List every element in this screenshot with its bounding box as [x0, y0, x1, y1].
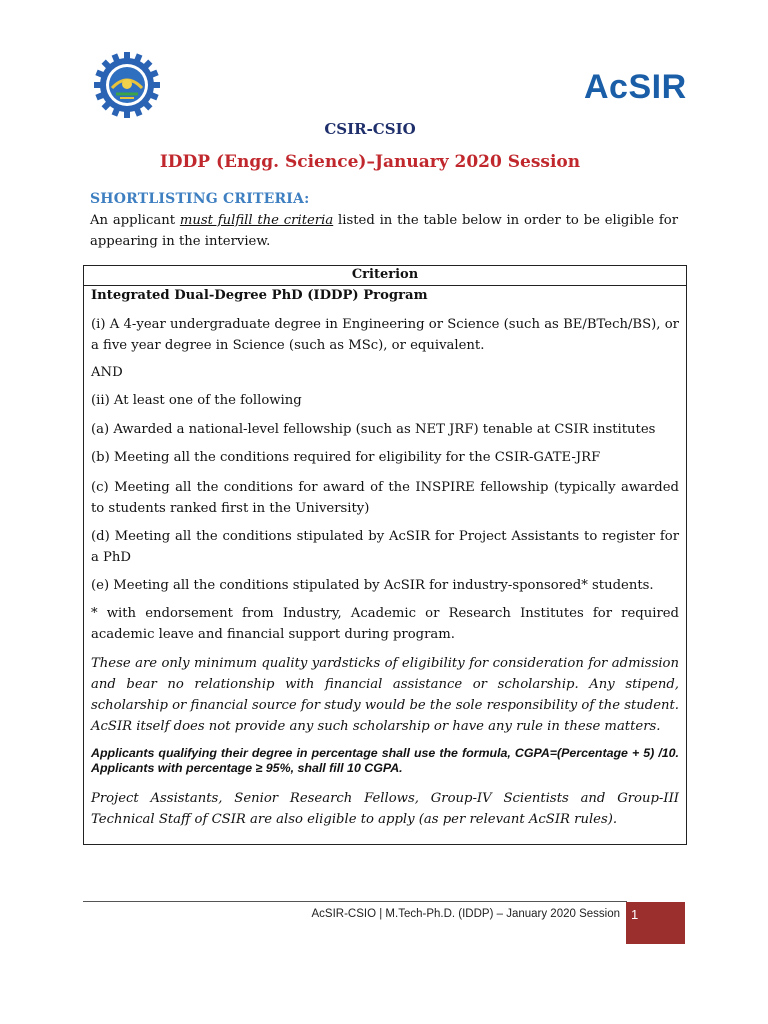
- disclaimer: These are only minimum quality yardsticks of eligibility for consideration for admission and bear no relationship with financial assistance or scholarship. Any stipend, scholarship or financial source for study would be the sole responsibility of the student. AcSIR itself does not provide any such scholarship or have any rule in these matters.: [91, 656, 679, 734]
- page-number: 1: [631, 907, 639, 922]
- eligibility-note: Project Assistants, Senior Research Fellows, Group-IV Scientists and Group-III Technical Staff of CSIR are also eligible to apply (as per relevant AcSIR rules).: [91, 791, 679, 827]
- criteria-table: [83, 265, 687, 845]
- table-column-header: Criterion: [84, 266, 686, 286]
- criterion-item-a: (a) Awarded a national-level fellowship (such as NET JRF) tenable at CSIR institutes: [91, 422, 656, 437]
- intro-emphasis: must fulfill the criteria: [179, 213, 334, 228]
- intro-paragraph: [90, 210, 678, 252]
- cgpa-note: Applicants qualifying their degree in percentage shall use the formula, CGPA=(Percentage + 5) /10. Applicants with percentage ≥ 95%, shall fill 10 CGPA.: [91, 746, 679, 775]
- criterion-item-e: (e) Meeting all the conditions stipulated by AcSIR for industry-sponsored* students.: [91, 578, 654, 593]
- section-heading: SHORTLISTING CRITERIA:: [90, 191, 310, 207]
- footnote: * with endorsement from Industry, Academic or Research Institutes for required academic leave and financial support during program.: [91, 606, 679, 642]
- criterion-item-d: (d) Meeting all the conditions stipulated by AcSIR for Project Assistants to register for a PhD: [91, 529, 679, 565]
- criterion-item-c: (c) Meeting all the conditions for award of the INSPIRE fellowship (typically awarded to students ranked first in the University): [91, 480, 679, 516]
- program-heading: Integrated Dual-Degree PhD (IDDP) Program: [91, 288, 428, 303]
- criterion-item-b: (b) Meeting all the conditions required for eligibility for the CSIR-GATE-JRF: [91, 450, 601, 465]
- org-title: CSIR-CSIO: [324, 120, 416, 138]
- footer-divider: [83, 901, 627, 902]
- criterion-item-i: (i) A 4-year undergraduate degree in Engineering or Science (such as BE/BTech/BS), or a five year degree in Science (such as MSc), or equivalent.: [91, 317, 679, 353]
- criterion-item-ii: (ii) At least one of the following: [91, 393, 302, 408]
- csir-emblem-icon: [92, 50, 162, 120]
- and-label: AND: [91, 365, 123, 380]
- footer-running-title: AcSIR-CSIO | M.Tech-Ph.D. (IDDP) – January 2020 Session: [311, 908, 620, 920]
- program-title: IDDP (Engg. Science)–January 2020 Session: [159, 152, 581, 172]
- intro-text-start: An applicant: [90, 213, 180, 228]
- acsir-logo-text: AcSIR: [584, 68, 687, 106]
- intro-text-end: listed in the table below in order to be eligible for appearing in the interview.: [90, 213, 678, 249]
- acsir-logo: [584, 68, 714, 108]
